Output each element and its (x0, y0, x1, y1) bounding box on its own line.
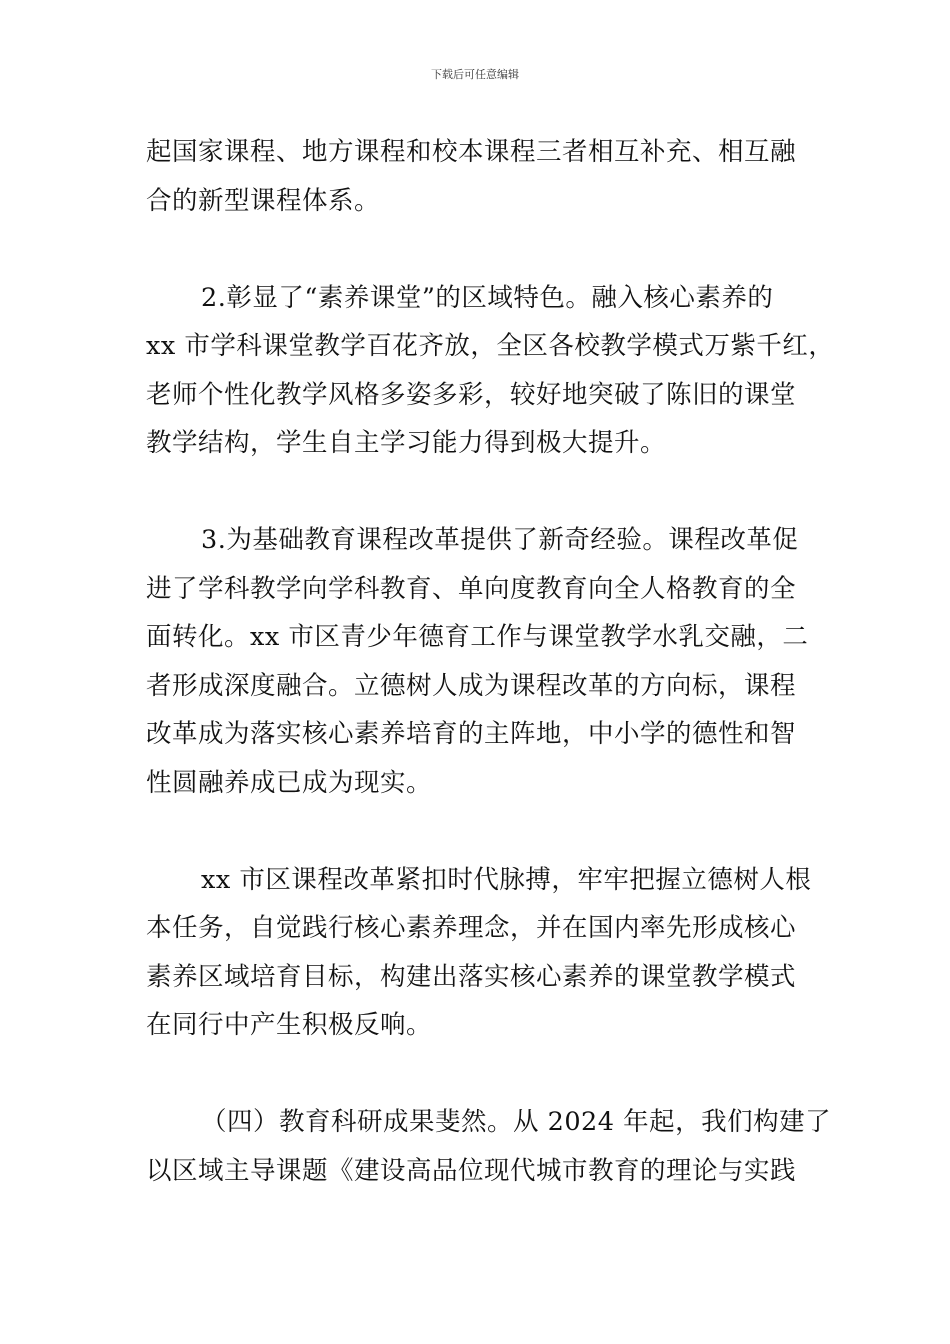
text-line: xx 市区课程改革紧扣时代脉搏，牢牢把握立德树人根 (201, 864, 812, 895)
text-line: xx 市学科课堂教学百花齐放，全区各校教学模式万紫千红， (146, 331, 835, 361)
page-header: 下载后可任意编辑 (431, 68, 519, 81)
text-line: 2.彰显了“素养课堂”的区域特色。融入核心素养的 (201, 282, 774, 313)
paragraph-4 (146, 856, 810, 1050)
text-line: 改革成为落实核心素养培育的主阵地，中小学的德性和智 (146, 719, 797, 749)
text-line: 教学结构，学生自主学习能力得到极大提升。 (146, 428, 667, 458)
paragraph-3 (146, 516, 810, 807)
text-line: 性圆融养成已成为现实。 (146, 767, 433, 798)
text-line: 在同行中产生积极反响。 (146, 1010, 433, 1040)
text-line: 素养区域培育目标，构建出落实核心素养的课堂教学模式 (146, 961, 797, 992)
text-line: 老师个性化教学风格多姿多彩，较好地突破了陈旧的课堂 (146, 379, 797, 410)
text-line: 以区域主导课题《建设高品位现代城市教育的理论与实践 (146, 1155, 797, 1186)
text-line: 面转化。xx 市区青少年德育工作与课堂教学水乳交融，二 (146, 622, 809, 652)
text-line: 合的新型课程体系。 (146, 185, 381, 216)
text-line: （四）教育科研成果斐然。从 2024 年起，我们构建了 (201, 1107, 832, 1137)
text-line: 起国家课程、地方课程和校本课程三者相互补充、相互融 (146, 137, 797, 167)
text-line: 进了学科教学向学科教育、单向度教育向全人格教育的全 (146, 573, 797, 604)
text-line: 3.为基础教育课程改革提供了新奇经验。课程改革促 (201, 525, 799, 555)
paragraph-5 (146, 1098, 832, 1195)
paragraph-1 (146, 128, 810, 225)
document-body (146, 128, 835, 1195)
paragraph-2 (146, 274, 835, 468)
text-line: 本任务，自觉践行核心素养理念，并在国内率先形成核心 (146, 913, 797, 943)
text-line: 者形成深度融合。立德树人成为课程改革的方向标，课程 (146, 670, 797, 701)
